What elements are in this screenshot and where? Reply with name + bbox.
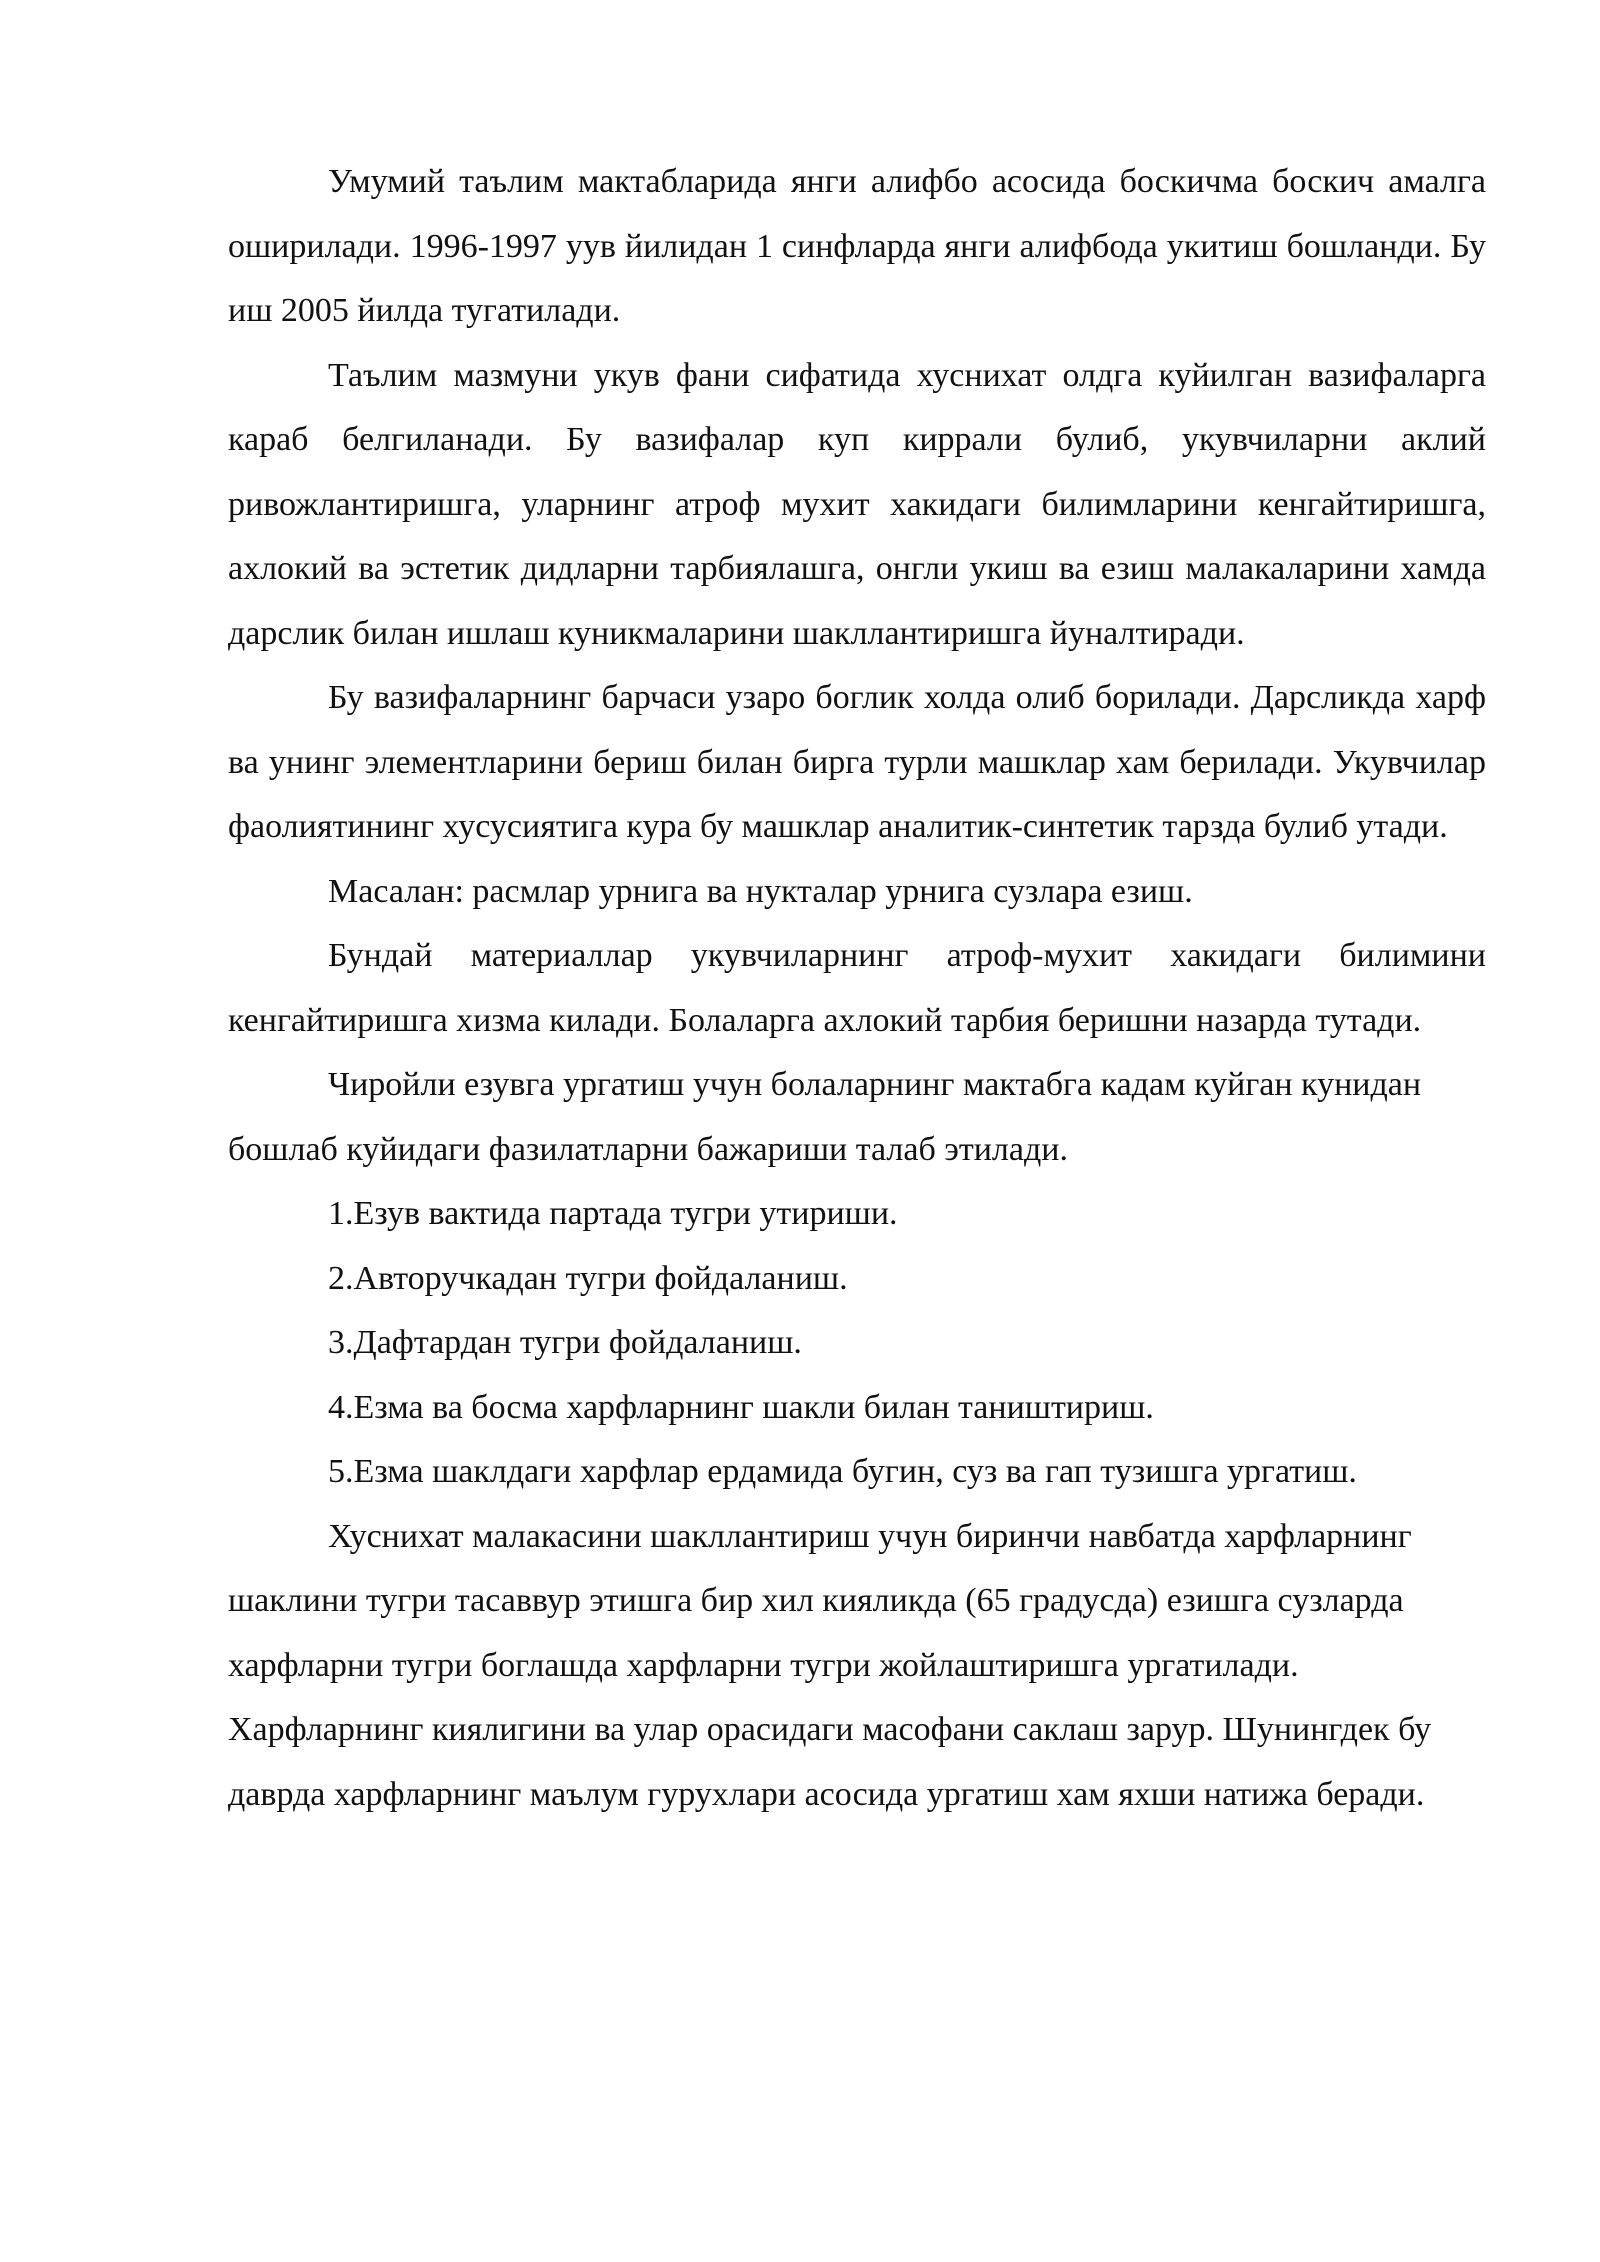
paragraph-alphabet-transition: Умумий таълим мактабларида янги алифбо асосида боскичма боскич амалга оширилади. 1996-1997 уув йилидан 1 синфларда янги алифбода укитиш бошланди. Бу иш 2005 йилда тугатилади. [228,163,1486,329]
list-item-4: 4.Езма ва босма харфларнинг шакли билан таништириш. [328,1388,1154,1426]
list-item-3: 3.Дафтардан тугри фойдаланиш. [328,1324,802,1361]
paragraph-tasks-connection: Бу вазифаларнинг барчаси узаро боглик холда олиб борилади. Дарсликда харф ва унинг элементларини бериш билан бирга турли машклар хам берилади. Укувчилар фаолиятининг хусусиятига кура бу машклар аналитик-синтетик тарзда булиб утади. [228,679,1486,845]
paragraph-materials: Бундай материаллар укувчиларнинг атроф-мухит хакидаги билимини кенгайтиришга хизма килади. Болаларга ахлокий тарбия беришни назарда тутади. [228,937,1486,1039]
list-item-2: 2.Авторучкадан тугри фойдаланиш. [328,1259,848,1297]
paragraph-beautiful-writing: Чиройли езувга ургатиш учун болаларнинг мактабга кадам куйган кунидан бошлаб куйидаги фазилатларни бажариши талаб этилади. [228,1066,1422,1168]
list-item-1: 1.Езув вактида партада тугри утириши. [328,1195,898,1232]
paragraph-calligraphy-skills: Хуснихат малакасини шакллантириш учун биринчи навбатда харфларнинг шаклини тугри тасаввур этишга бир хил кияликда (65 градусда) езишга сузларда харфларни тугри боглашда харфларни тугри жойлаштиришга ургатилади. Харфларнинг киялигини ва улар орасидаги масофани саклаш зарур. Шунингдек бу даврда харфларнинг маълум гурухлари асосида ургатиш хам яхши натижа беради. [228,1517,1432,1813]
document-body [228,150,1486,1827]
paragraph-education-content: Таълим мазмуни укув фани сифатида хуснихат олдга куйилган вазифаларга караб белгиланади. Бу вазифалар куп киррали булиб, укувчиларни аклий ривожлантиришга, уларнинг атроф мухит хакидаги билимларини кенгайтиришга, ахлокий ва эстетик дидларни тарбиялашга, онгли укиш ва езиш малакаларини хамда дарслик билан ишлаш куникмаларини шакллантиришга йуналтиради. [228,356,1486,652]
list-item-5: 5.Езма шаклдаги харфлар ердамида бугин, суз ва гап тузишга ургатиш. [328,1453,1357,1490]
paragraph-example: Масалан: расмлар урнига ва нукталар урнига сузлара езиш. [328,872,1193,910]
